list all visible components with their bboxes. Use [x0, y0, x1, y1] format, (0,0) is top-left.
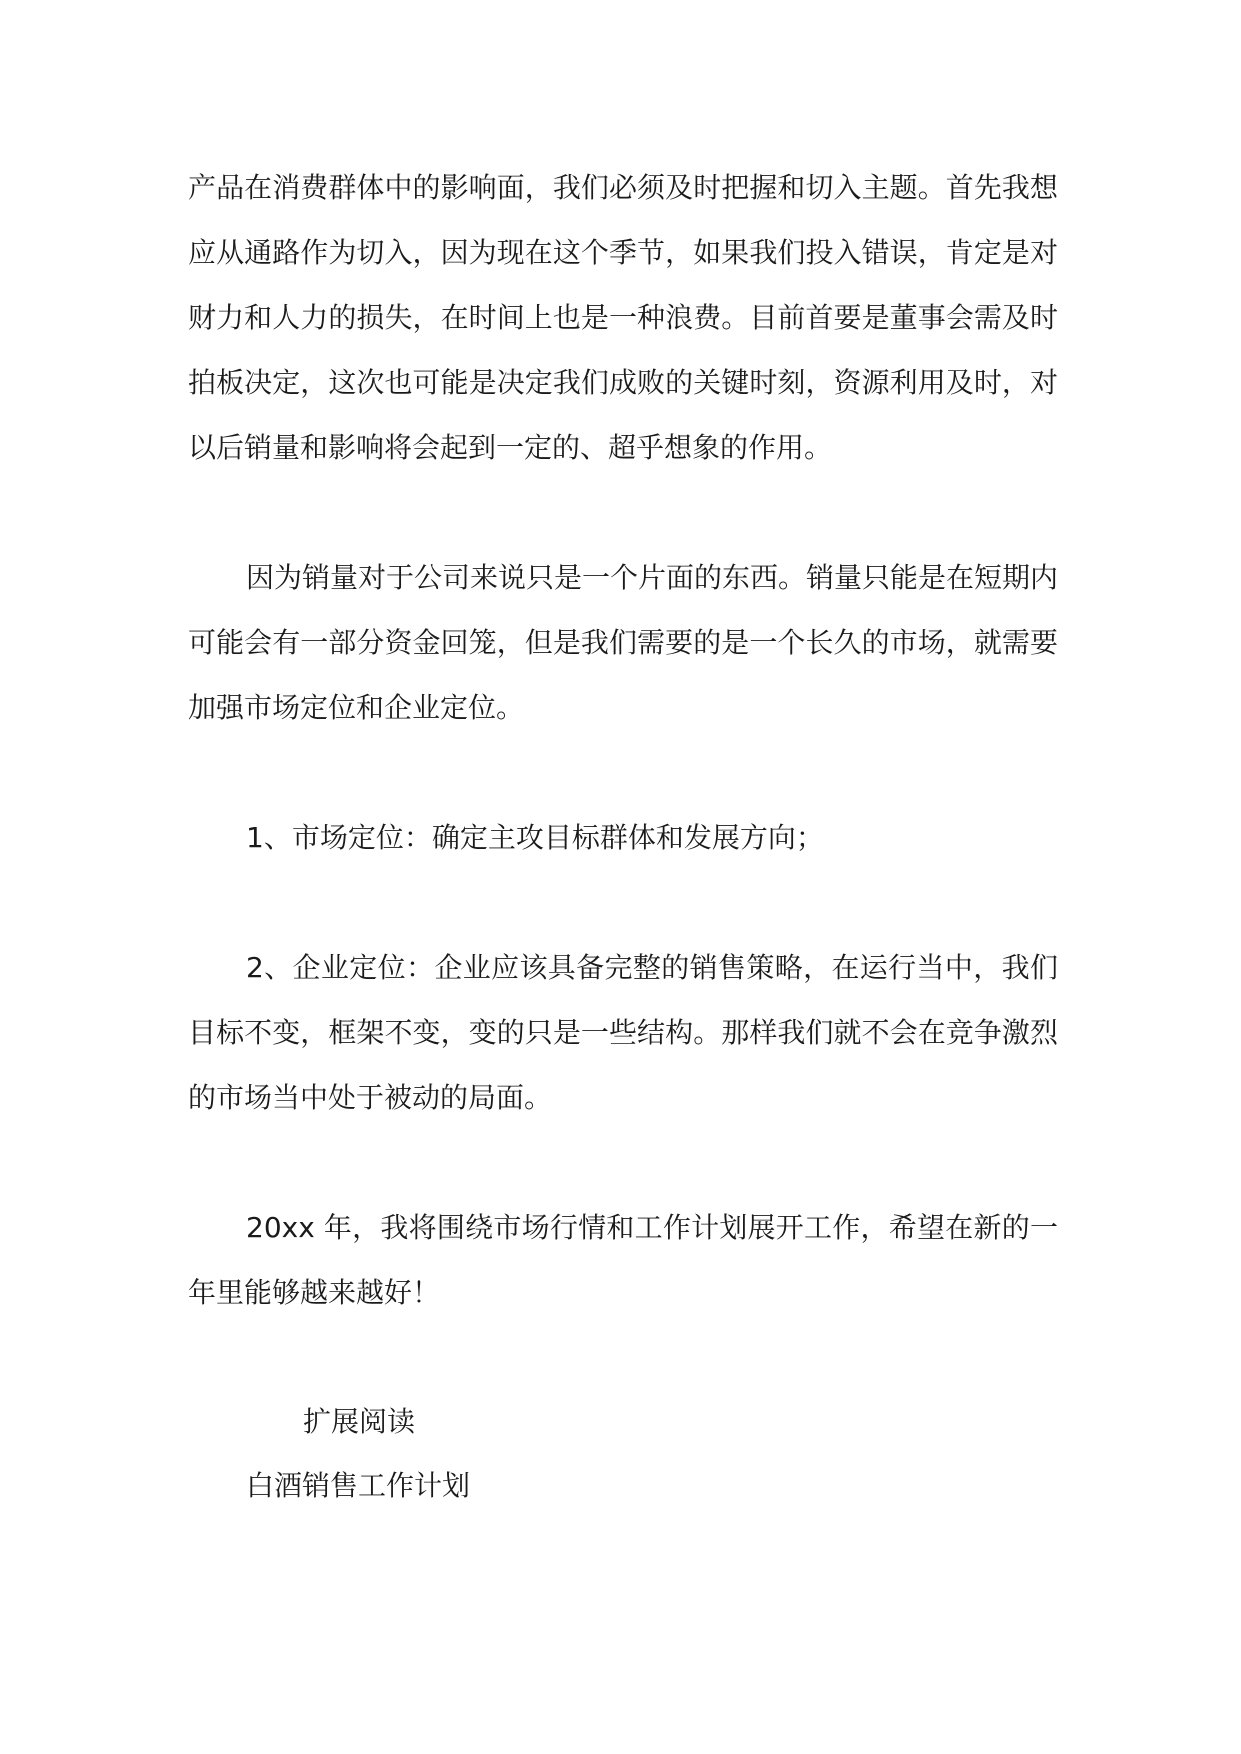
paragraph-enterprise-positioning: 2、企业定位：企业应该具备完整的销售策略，在运行当中，我们目标不变，框架不变，变的只是一些结构。那样我们就不会在竞争激烈的市场当中处于被动的局面。: [188, 951, 1058, 1114]
paragraph-product-impact: 产品在消费群体中的影响面，我们必须及时把握和切入主题。首先我想应从通路作为切入，因为现在这个季节，如果我们投入错误，肯定是对财力和人力的损失，在时间上也是一种浪费。目前首要是董事会需及时拍板决定，这次也可能是决定我们成败的关键时刻，资源利用及时，对以后销量和影响将会起到一定的、超乎想象的作用。: [188, 171, 1058, 464]
paragraph-market-positioning: 1、市场定位：确定主攻目标群体和发展方向；: [246, 821, 824, 854]
paragraph-year-plan: 20xx 年，我将围绕市场行情和工作计划展开工作，希望在新的一年里能够越来越好！: [188, 1211, 1058, 1309]
paragraph-sales-volume: 因为销量对于公司来说只是一个片面的东西。销量只能是在短期内可能会有一部分资金回笼，但是我们需要的是一个长久的市场，就需要加强市场定位和企业定位。: [188, 561, 1059, 724]
further-reading-label: 扩展阅读: [303, 1405, 416, 1438]
document-body: [188, 155, 1058, 1518]
related-article-title[interactable]: 白酒销售工作计划: [246, 1469, 471, 1502]
